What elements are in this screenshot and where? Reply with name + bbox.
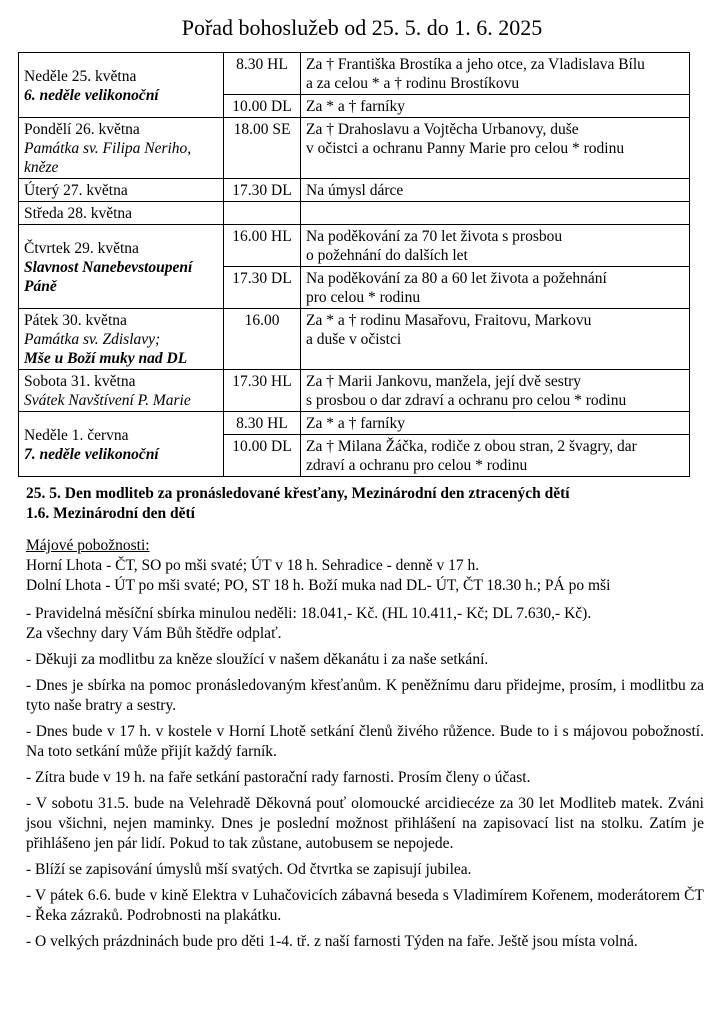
mass-time: 16.00 HL <box>224 225 301 267</box>
may-devotions-title: Májové pobožnosti: <box>26 537 150 554</box>
mass-intention-empty <box>301 202 690 225</box>
mass-time: 16.00 <box>224 309 301 370</box>
mass-intention <box>301 95 690 118</box>
day-cell <box>19 370 224 412</box>
schedule-row <box>19 309 690 370</box>
day-feast: Památka sv. Filipa Neriho, kněze <box>24 140 192 176</box>
day-cell <box>19 309 224 370</box>
day-name: Pondělí 26. května <box>24 121 140 138</box>
day-note: Mše u Boží muky nad DL <box>24 350 188 367</box>
day-feast: 6. neděle velikonoční <box>24 86 159 104</box>
intention-line: Za † Marii Jankovu, manžela, její dvě sestry <box>306 373 582 390</box>
day-feast: Slavnost Nanebevstoupení Páně <box>24 258 193 295</box>
intention-line: Za † Milana Žáčka, rodiče z obou stran, 2 švagry, dar <box>306 438 637 455</box>
intention-line: a za celou * a † rodinu Brostíkovu <box>306 75 520 92</box>
schedule-row <box>19 412 690 435</box>
mass-intention <box>301 370 690 412</box>
mass-time: 8.30 HL <box>224 412 301 435</box>
mass-time: 17.30 DL <box>224 267 301 309</box>
mass-intention <box>301 412 690 435</box>
intention-line: pro celou * rodinu <box>306 289 421 306</box>
announcements-section <box>26 484 704 952</box>
headline: 1.6. Mezinárodní den dětí <box>26 505 195 522</box>
mass-time-empty <box>224 202 301 225</box>
mass-intention <box>301 179 690 202</box>
mass-intention <box>301 309 690 370</box>
intention-line: Za * a † farníky <box>306 98 405 115</box>
intention-line: o požehnání do dalších let <box>306 247 468 264</box>
day-feast: 7. neděle velikonoční <box>24 445 159 463</box>
announcement-item: - Dnes je sbírka na pomoc pronásledovaným křesťanům. K peněžnímu daru přidejme, prosím, i modlitbu za tyto naše bratry a sestry. <box>26 677 704 714</box>
schedule-table <box>18 52 690 477</box>
schedule-row <box>19 53 690 95</box>
day-name: Neděle 25. května <box>24 67 137 85</box>
announcement-item: Za všechny dary Vám Bůh štědře odplať. <box>26 625 282 642</box>
announcement-item: - V sobotu 31.5. bude na Velehradě Děkovná pouť olomoucké arcidiecéze za 30 let Modliteb matek. Zváni jsou všichni, nejen maminky. Dnes je poslední možnost přihlášení na zapisovací list na stolku. Zatím je přihlášeno jen pár lidí. Pokud to tak zůstane, autobusem se nepojede. <box>26 795 704 852</box>
mass-time: 17.30 HL <box>224 370 301 412</box>
intention-line: Na úmysl dárce <box>306 182 404 199</box>
intention-line: zdraví a ochranu pro celou * rodinu <box>306 457 528 474</box>
day-cell <box>19 225 224 309</box>
intention-line: a duše v očistci <box>306 331 402 348</box>
headline: 25. 5. Den modliteb za pronásledované křesťany, Mezinárodní den ztracených dětí <box>26 485 570 502</box>
intention-line: Za * a † rodinu Masařovu, Fraitovu, Markovu <box>306 312 592 329</box>
day-name: Středa 28. května <box>24 205 133 222</box>
intention-line: s prosbou o dar zdraví a ochranu pro celou * rodinu <box>306 392 627 409</box>
announcement-item: - Dnes bude v 17 h. v kostele v Horní Lhotě setkání členů živého růžence. Bude to i s májovou pobožností. Na toto setkání může přijít každý farník. <box>26 723 704 760</box>
mass-time: 18.00 SE <box>224 118 301 179</box>
mass-intention <box>301 118 690 179</box>
day-cell <box>19 179 224 202</box>
may-devotions-line: Dolní Lhota - ÚT po mši svaté; PO, ST 18 h. Boží muka nad DL- ÚT, ČT 18.30 h.; PÁ po mši <box>26 577 611 594</box>
may-devotions-line: Horní Lhota - ČT, SO po mši svaté; ÚT v 18 h. Sehradice - denně v 17 h. <box>26 557 480 574</box>
day-name: Úterý 27. května <box>24 182 128 199</box>
announcement-item: - Zítra bude v 19 h. na faře setkání pastorační rady farnosti. Prosím členy o účast. <box>26 769 531 786</box>
mass-time: 17.30 DL <box>224 179 301 202</box>
announcement-item: - O velkých prázdninách bude pro děti 1-4. tř. z naší farnosti Týden na faře. Ještě jsou místa volná. <box>26 933 638 950</box>
day-name: Sobota 31. května <box>24 373 136 390</box>
day-feast: Svátek Navštívení P. Marie <box>24 392 191 409</box>
day-name: Neděle 1. června <box>24 426 129 444</box>
intention-line: Na poděkování za 70 let života s prosbou <box>306 228 563 245</box>
mass-intention <box>301 267 690 309</box>
intention-line: Za * a † farníky <box>306 415 405 432</box>
schedule-row <box>19 370 690 412</box>
page-title: Pořad bohoslužeb od 25. 5. do 1. 6. 2025 <box>181 15 543 40</box>
intention-line: Za † Drahoslavu a Vojtěcha Urbanovy, duše <box>306 121 579 138</box>
mass-time: 10.00 DL <box>224 95 301 118</box>
intention-line: Za † Františka Brostíka a jeho otce, za Vladislava Bílu <box>306 56 645 73</box>
mass-intention <box>301 435 690 477</box>
announcement-item: - V pátek 6.6. bude v kině Elektra v Luhačovicích zábavná beseda s Vladimírem Kořenem, moderátorem ČT - Řeka zázraků. Podrobnosti na plakátku. <box>26 887 704 924</box>
day-cell <box>19 412 224 477</box>
mass-intention <box>301 225 690 267</box>
schedule-row <box>19 225 690 267</box>
intention-line: v očistci a ochranu Panny Marie pro celou * rodinu <box>306 140 625 157</box>
day-cell <box>19 118 224 179</box>
day-cell <box>19 53 224 118</box>
schedule-row <box>19 179 690 202</box>
intention-line: Na poděkování za 80 a 60 let života a požehnání <box>306 270 607 287</box>
day-cell <box>19 202 224 225</box>
day-name: Pátek 30. května <box>24 312 127 329</box>
mass-intention <box>301 53 690 95</box>
announcement-item: - Pravidelná měsíční sbírka minulou neděli: 18.041,- Kč. (HL 10.411,- Kč; DL 7.630,- Kč). <box>26 605 592 622</box>
schedule-row <box>19 202 690 225</box>
announcement-item: - Blíží se zapisování úmyslů mší svatých. Od čtvrtka se zapisují jubilea. <box>26 861 472 878</box>
day-name: Čtvrtek 29. května <box>24 239 139 257</box>
announcement-item: - Děkuji za modlitbu za kněze sloužící v našem děkanátu i za naše setkání. <box>26 651 489 668</box>
mass-time: 10.00 DL <box>224 435 301 477</box>
mass-time: 8.30 HL <box>224 53 301 95</box>
day-feast: Památka sv. Zdislavy; <box>24 331 161 348</box>
schedule-row <box>19 118 690 179</box>
